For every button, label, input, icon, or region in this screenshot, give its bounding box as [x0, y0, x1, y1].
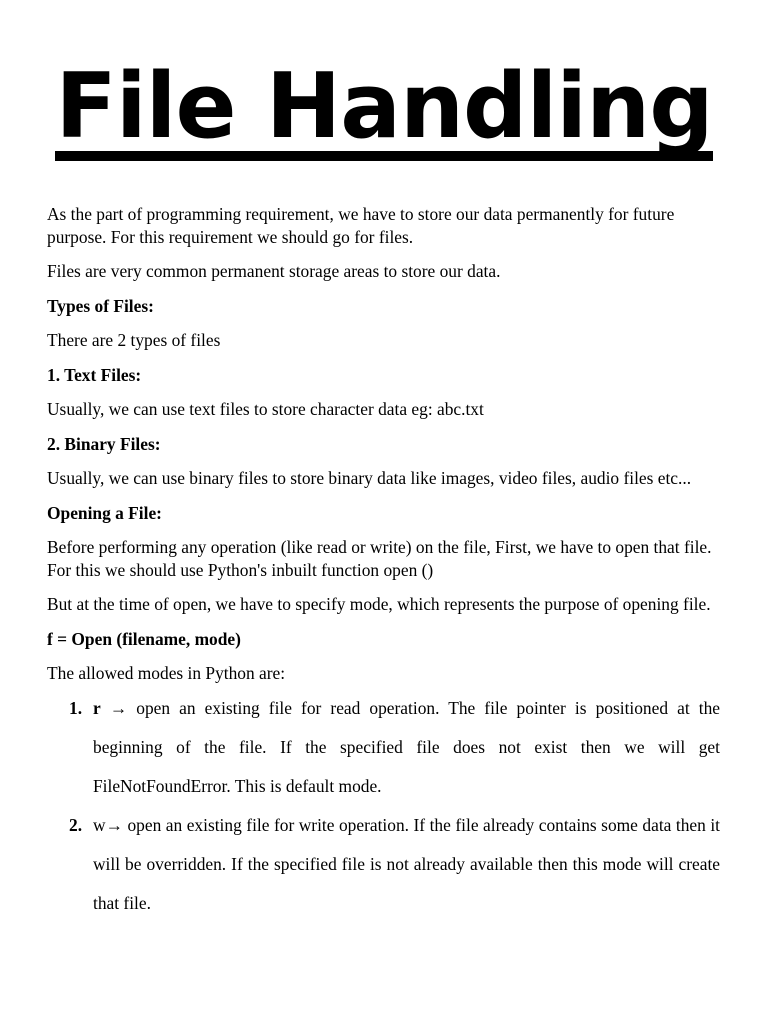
types-heading: Types of Files:: [47, 295, 154, 316]
text-files-heading: 1. Text Files:: [47, 364, 142, 385]
modes-intro-paragraph: The allowed modes in Python are:: [47, 663, 286, 683]
files-common-paragraph: Files are very common permanent storage areas to store our data.: [47, 261, 501, 281]
binary-files-paragraph: Usually, we can use binary files to store binary data like images, video files, audio files etc...: [47, 468, 692, 488]
binary-files-heading: 2. Binary Files:: [47, 433, 161, 454]
opening-heading: Opening a File:: [47, 502, 162, 523]
text-files-paragraph: Usually, we can use text files to store character data eg: abc.txt: [47, 399, 484, 419]
mode-paragraph: But at the time of open, we have to specify mode, which represents the purpose of opening file.: [47, 594, 711, 614]
mode-number: 2.: [69, 814, 83, 835]
open-syntax: f = Open (filename, mode): [47, 628, 241, 649]
intro-paragraph: As the part of programming requirement, we have to store our data permanently for future purpose. For this requirement we should go for files.: [47, 204, 675, 247]
types-count-paragraph: There are 2 types of files: [47, 330, 221, 350]
mode-code: w: [93, 814, 106, 835]
right-arrow-icon: →: [105, 814, 123, 835]
mode-description: open an existing file for write operation. If the file already contains some data then it will be overridden. If the specified file is not already available then this mode will create that file.: [93, 814, 720, 913]
document-body: [47, 203, 720, 923]
right-arrow-icon: →: [109, 697, 128, 718]
mode-description: open an existing file for read operation. The file pointer is positioned at the beginning of the file. If the specified file does not exist then we will get FileNotFoundError. This is default mode.: [93, 697, 720, 796]
modes-list: [47, 689, 720, 923]
opening-paragraph: Before performing any operation (like read or write) on the file, First, we have to open that file. For this we should use Python's inbuilt function open (): [47, 537, 712, 580]
mode-code: r: [93, 697, 101, 718]
page-title-text: File Handling: [55, 54, 713, 159]
mode-list-item: [47, 806, 720, 923]
mode-number: 1.: [69, 697, 83, 718]
page-title: [0, 52, 768, 162]
mode-list-item: [47, 689, 720, 806]
